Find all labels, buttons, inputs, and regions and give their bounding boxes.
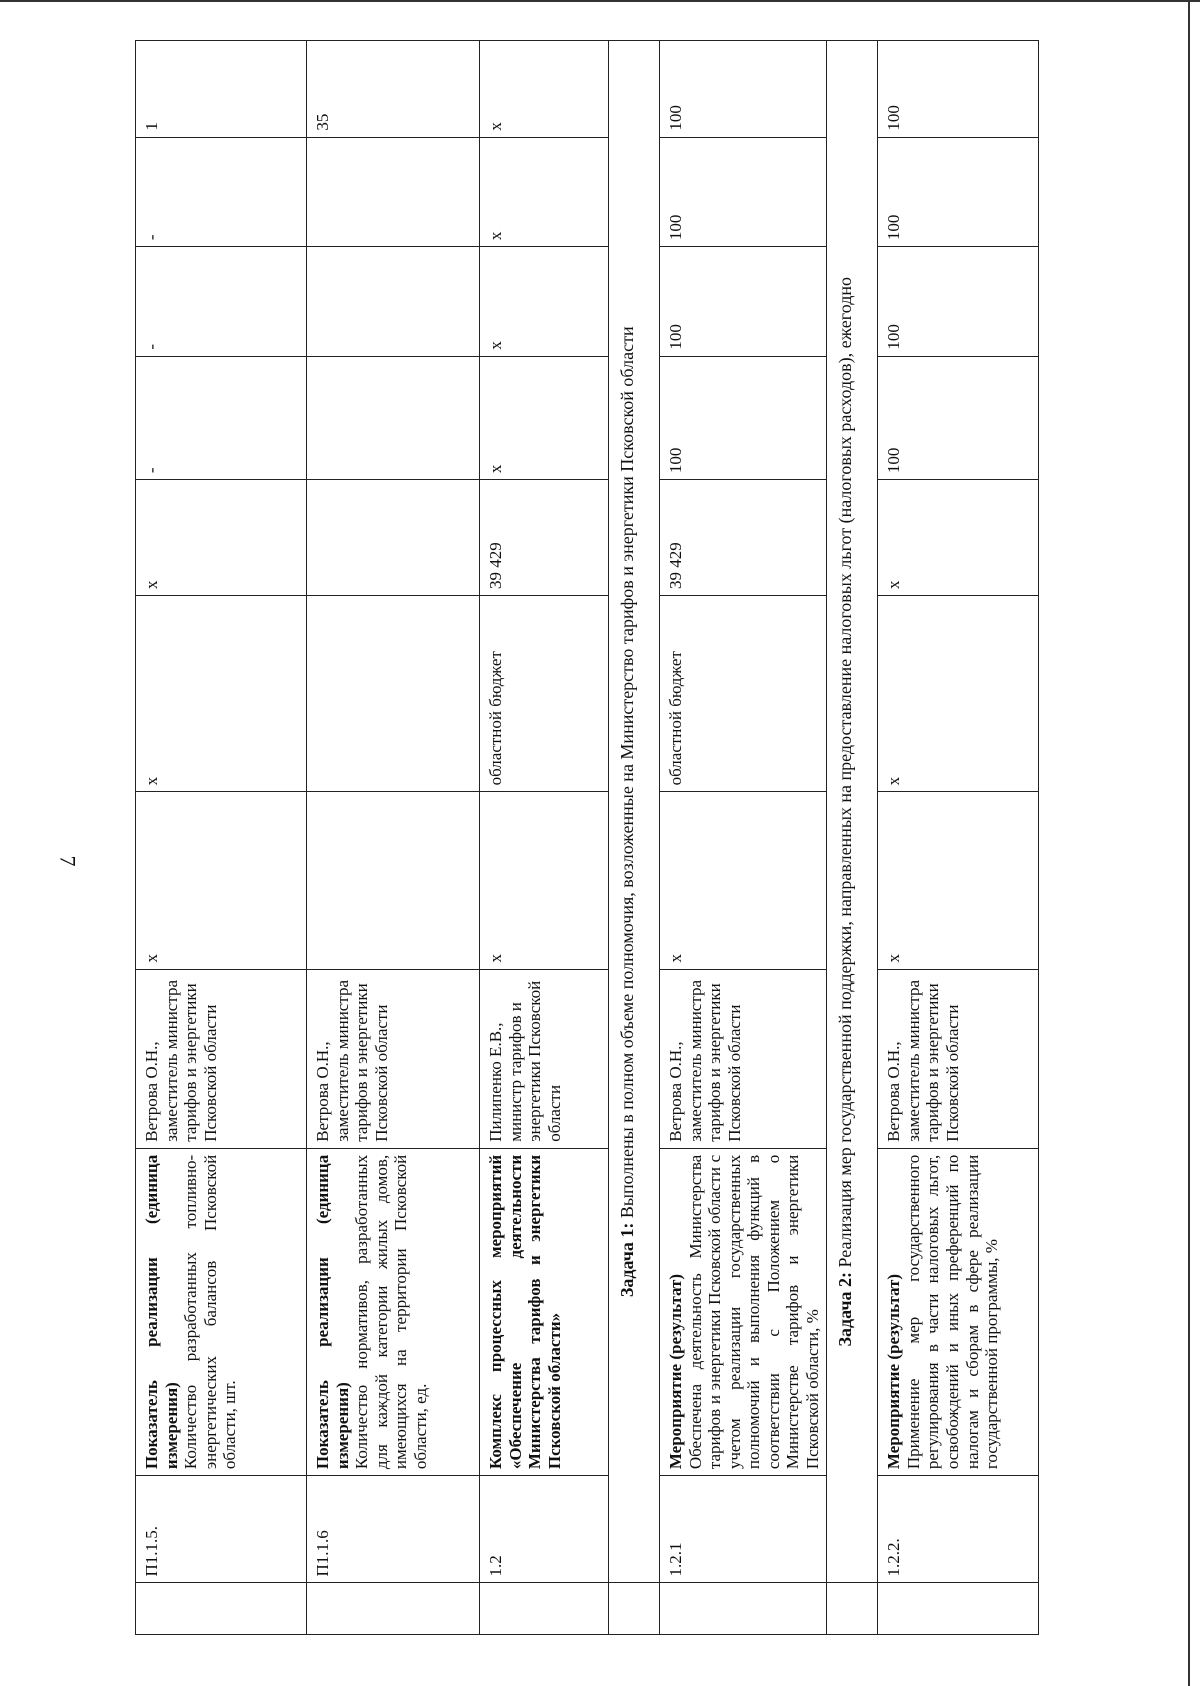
cell-c10: 100 — [878, 41, 1039, 138]
cell-c5: х — [878, 596, 1039, 792]
cell-blank — [609, 1583, 660, 1635]
table-row — [609, 41, 660, 1635]
cell-num: П1.1.5. — [136, 1476, 307, 1583]
cell-c9: - — [136, 137, 307, 246]
cell-title: Комплекс процессных мероприятий «Обеспечение деятельности Министерства тарифов и энергетики Псковской области» — [480, 1148, 609, 1475]
cell-c8: 100 — [660, 247, 827, 356]
cell-c9: 100 — [878, 137, 1039, 246]
cell-c6: 39 429 — [480, 480, 609, 596]
table-row — [827, 41, 878, 1635]
cell-blank — [307, 1583, 480, 1635]
cell-num: 1.2 — [480, 1476, 609, 1583]
table-row — [307, 41, 480, 1635]
cell-c6: х — [878, 480, 1039, 596]
cell-c9: 100 — [660, 137, 827, 246]
cell-c6 — [307, 480, 480, 596]
cell-blank — [878, 1583, 1039, 1635]
cell-c9 — [307, 137, 480, 246]
cell-c10: 35 — [307, 41, 480, 138]
activity-title: Мероприятие (результат) — [884, 1273, 904, 1470]
cell-num: П1.1.6 — [307, 1476, 480, 1583]
activity-title: Мероприятие (результат) — [666, 1273, 685, 1470]
task-1-cell — [609, 41, 660, 1583]
task-1-text: Выполнены в полном объеме полномочия, возложенные на Министерство тарифов и энергетики Псковской области — [617, 326, 637, 1223]
cell-c8: - — [136, 247, 307, 356]
table-row — [136, 41, 307, 1635]
cell-c7: 100 — [878, 356, 1039, 479]
cell-c7: - — [136, 356, 307, 479]
table-row — [660, 41, 827, 1635]
cell-c6: 39 429 — [660, 480, 827, 596]
cell-c4: х — [660, 792, 827, 969]
task-1-label: Задача 1: — [617, 1222, 637, 1298]
activity-desc: Обеспечена деятельность Министерства тарифов и энергетики Псковской области с учетом реализации государственных полномочий и выполнения функций в соответствии с Положением о Министерстве тарифов и энергетики Псковской области, % — [685, 1154, 822, 1470]
program-table — [135, 40, 1039, 1635]
rotated-table-container — [135, 40, 1200, 1635]
cell-c9: х — [480, 137, 609, 246]
cell-c7: х — [480, 356, 609, 479]
task-2-cell — [827, 41, 878, 1583]
cell-blank — [136, 1583, 307, 1635]
cell-blank — [660, 1583, 827, 1635]
indicator-title: Показатель реализации (единица измерения) — [142, 1154, 181, 1470]
cell-c7: 100 — [660, 356, 827, 479]
indicator-title: Показатель реализации (единица измерения) — [313, 1154, 352, 1470]
cell-blank — [480, 1583, 609, 1635]
page-frame-top — [0, 0, 1200, 2]
cell-c8 — [307, 247, 480, 356]
cell-responsible: Ветрова О.Н., заместитель министра тарифов и энергетики Псковской области — [660, 969, 827, 1148]
table-row — [480, 41, 609, 1635]
cell-c5: х — [136, 596, 307, 792]
cell-c5: областной бюджет — [660, 596, 827, 792]
task-2-text: Реализация мер государственной поддержки, направленных на предоставление налоговых льгот (налоговых расходов), ежегодно — [835, 277, 856, 1272]
task-2-label: Задача 2: — [835, 1271, 856, 1347]
cell-c8: х — [480, 247, 609, 356]
cell-c7 — [307, 356, 480, 479]
indicator-desc: Количество разработанных топливно-энергетических балансов Псковской области, шт. — [181, 1154, 240, 1470]
cell-c8: 100 — [878, 247, 1039, 356]
cell-c4: х — [878, 792, 1039, 969]
page-number: 7 — [55, 855, 81, 867]
cell-title — [660, 1148, 827, 1475]
cell-title — [307, 1148, 480, 1475]
table-row — [878, 41, 1039, 1635]
cell-responsible: Пилипенко Е.В., министр тарифов и энергетики Псковской области — [480, 969, 609, 1148]
cell-c10: х — [480, 41, 609, 138]
cell-title — [136, 1148, 307, 1475]
cell-c4 — [307, 792, 480, 969]
cell-responsible: Ветрова О.Н., заместитель министра тарифов и энергетики Псковской области — [878, 969, 1039, 1148]
cell-responsible: Ветрова О.Н., заместитель министра тарифов и энергетики Псковской области — [136, 969, 307, 1148]
cell-num: 1.2.2. — [878, 1476, 1039, 1583]
cell-num: 1.2.1 — [660, 1476, 827, 1583]
cell-c4: х — [136, 792, 307, 969]
activity-desc: Применение мер государственного регулирования в части налоговых льгот, освобождений и иных преференций по налогам и сборам в сфере реализации государственной программы, % — [903, 1154, 1002, 1470]
cell-c6: х — [136, 480, 307, 596]
cell-c10: 1 — [136, 41, 307, 138]
cell-title — [878, 1148, 1039, 1475]
cell-responsible: Ветрова О.Н., заместитель министра тарифов и энергетики Псковской области — [307, 969, 480, 1148]
cell-c5: областной бюджет — [480, 596, 609, 792]
indicator-desc: Количество нормативов, разработанных для каждой категории жилых домов, имеющихся на территории Псковской области, ед. — [352, 1154, 430, 1470]
cell-c4: х — [480, 792, 609, 969]
cell-c10: 100 — [660, 41, 827, 138]
cell-blank — [827, 1583, 878, 1635]
cell-c5 — [307, 596, 480, 792]
